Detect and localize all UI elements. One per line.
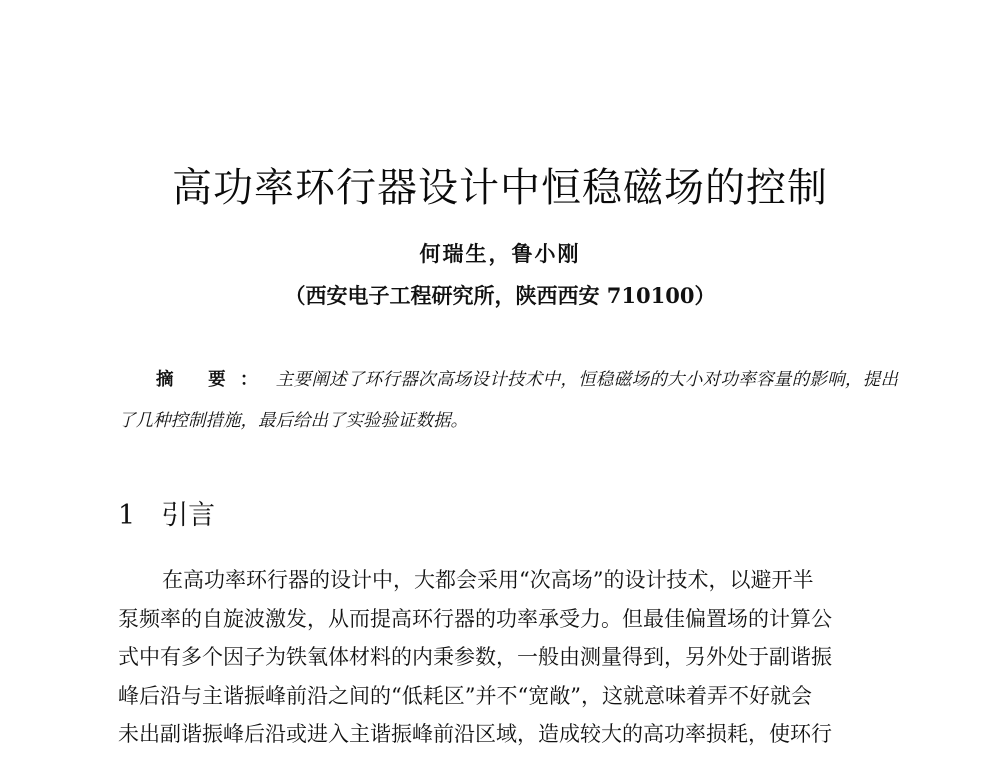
paper-affiliation: （西安电子工程研究所，陕西西安 710100） [284, 283, 716, 308]
body-line [118, 561, 900, 600]
body-line: 峰后沿与主谐振峰前沿之间的“低耗区”并不“宽敞”，这就意味着弄不好就会 [118, 683, 812, 708]
paper-title: 高功率环行器设计中恒稳磁场的控制 [172, 165, 828, 211]
abstract-block [118, 360, 898, 442]
body-line-text: 在高功率环行器的设计中，大都会采用“次高场”的设计技术，以避开半 [162, 568, 814, 592]
section-number: 1 [118, 500, 136, 531]
abstract-text: 主要阐述了环行器次高场设计技术中，恒稳磁场的大小对功率容量的影响，提出了几种控制措施，最后给出了实验验证数据。 [118, 370, 899, 431]
body-line: 泵频率的自旋波激发，从而提高环行器的功率承受力。但最佳偏置场的计算公 [118, 606, 832, 631]
abstract-label: 摘 要： [156, 370, 272, 390]
body-line: 未出副谐振峰后沿或进入主谐振峰前沿区域，造成较大的高功率损耗，使环行 [118, 722, 832, 746]
paper-authors: 何瑞生，鲁小刚 [419, 241, 581, 266]
section-title: 引言 [161, 500, 216, 531]
body-line: 式中有多个因子为铁氧体材料的内秉参数，一般由测量得到，另外处于副谐振 [118, 645, 832, 669]
section-heading [118, 496, 215, 536]
body-paragraph [118, 561, 900, 754]
